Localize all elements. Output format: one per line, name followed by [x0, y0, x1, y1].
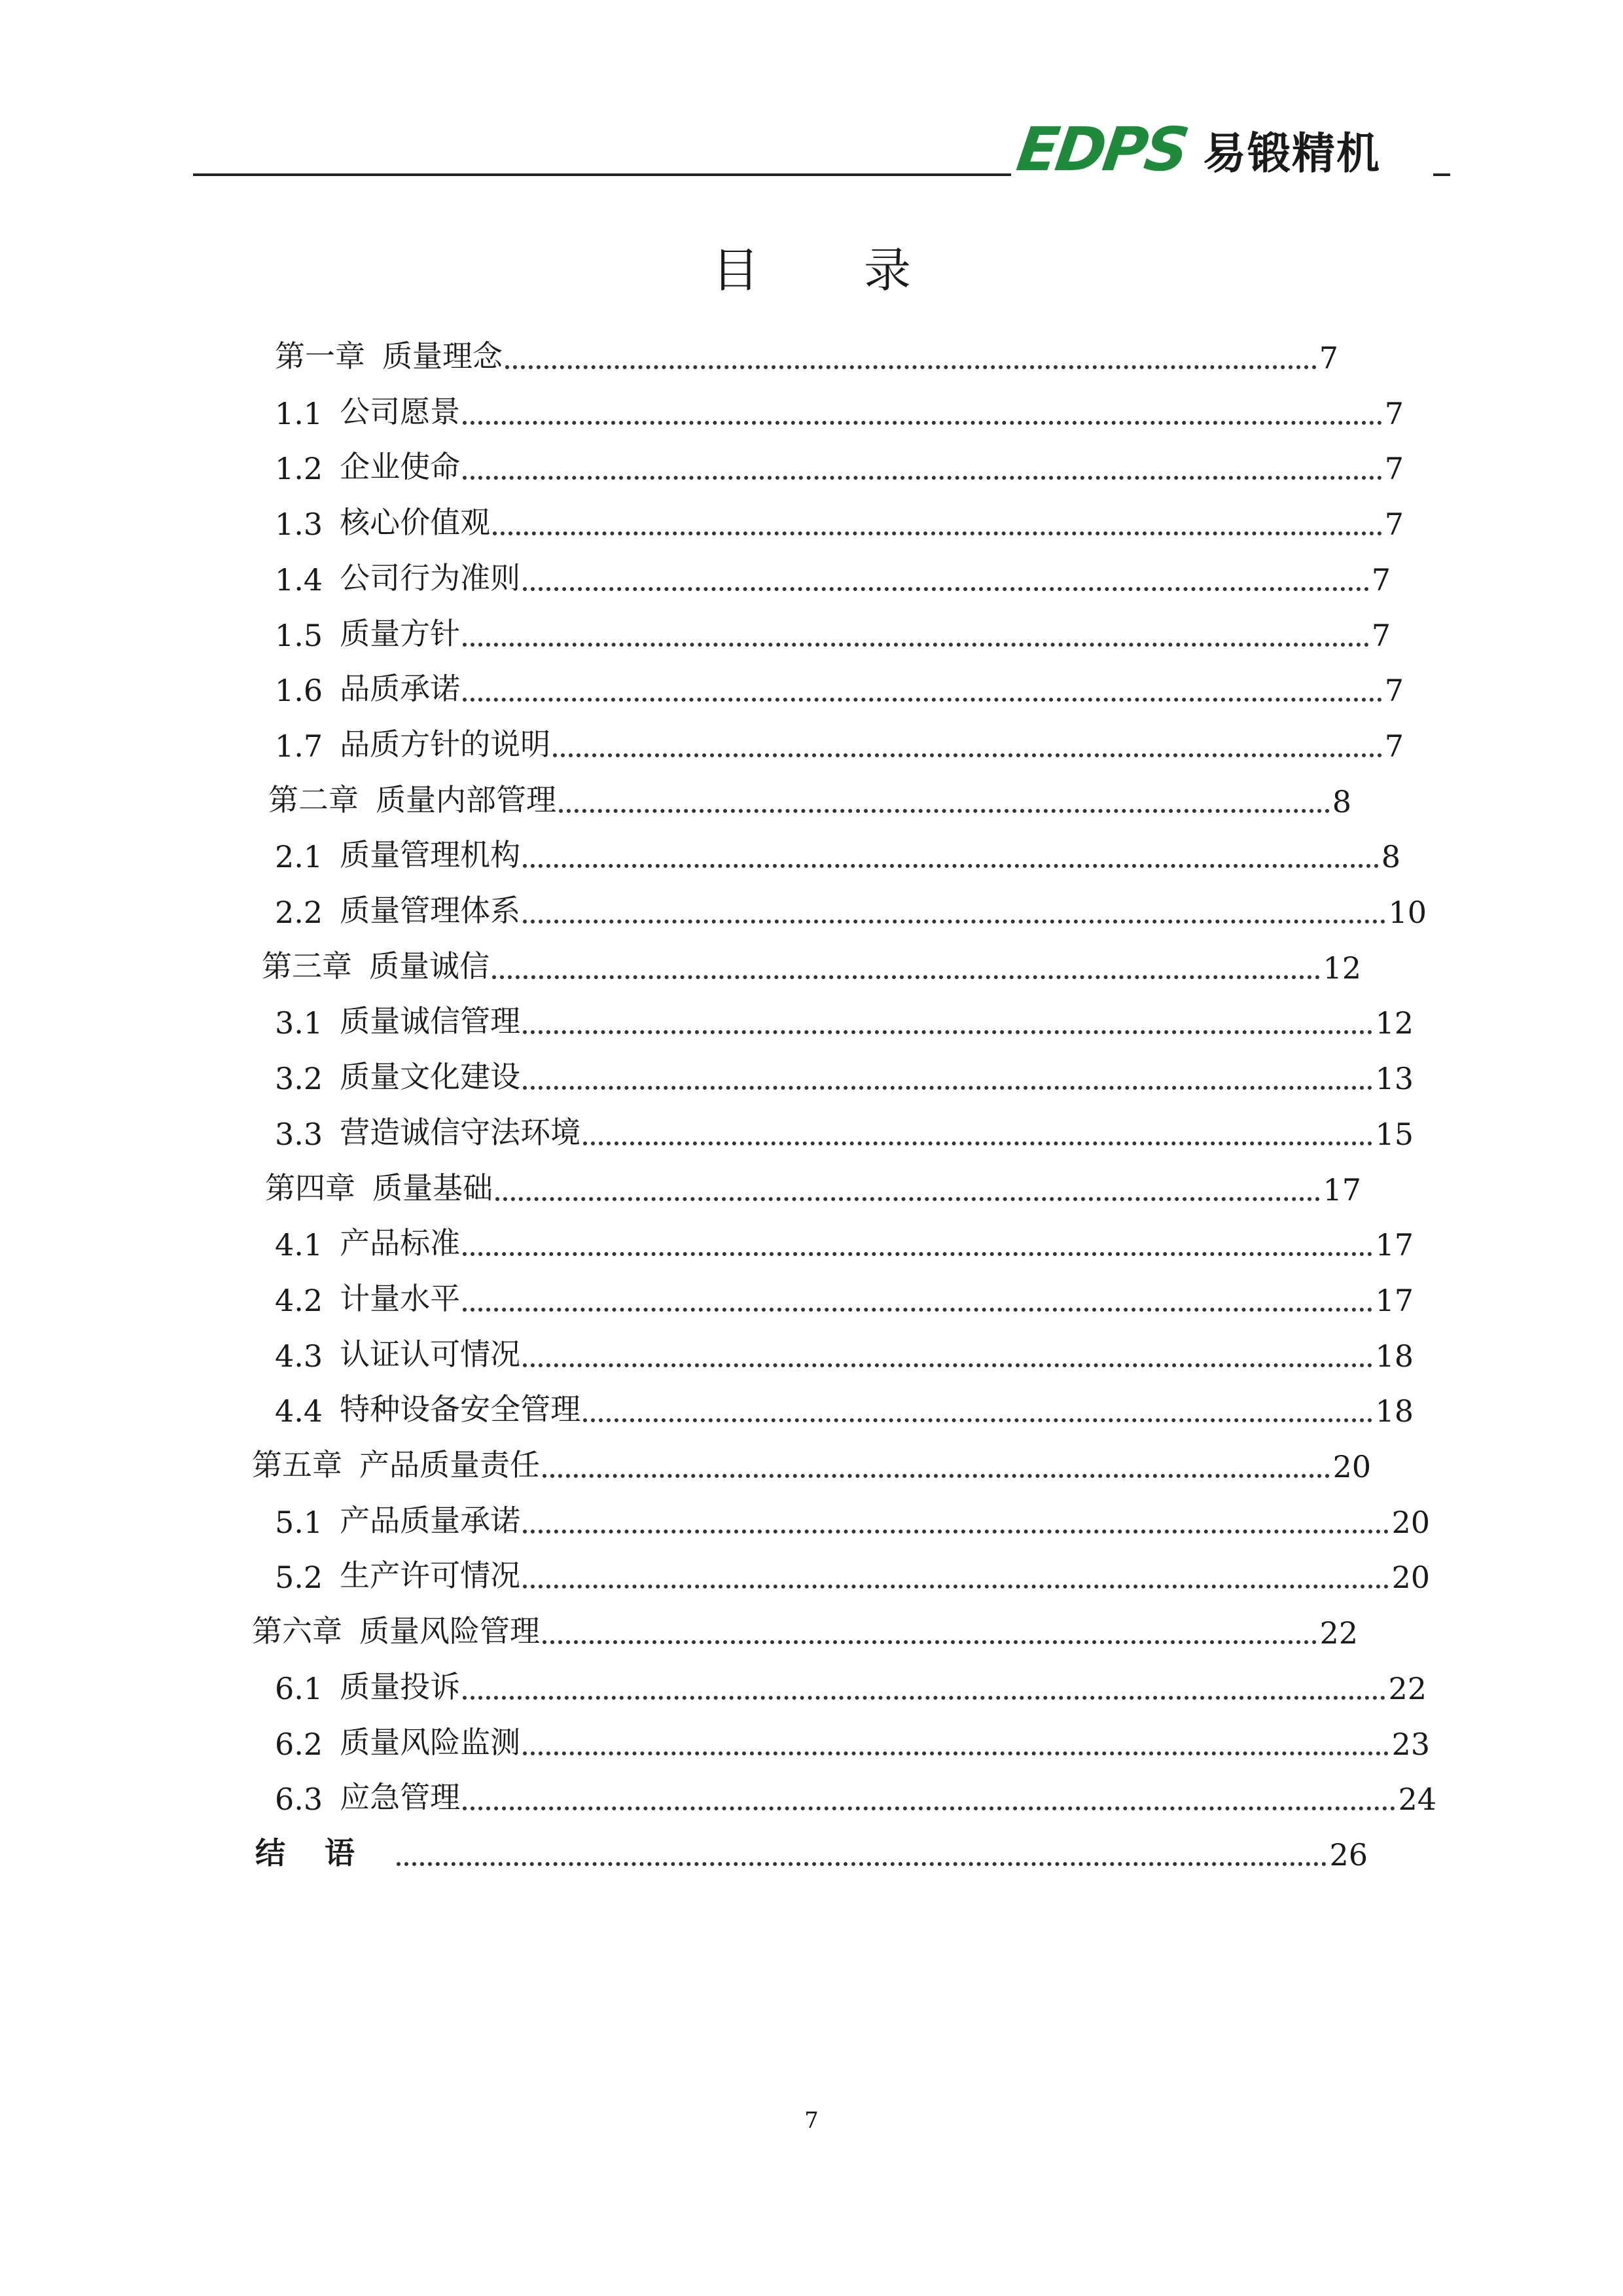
toc-dot-leader: [463, 643, 1369, 647]
toc-dot-leader: [559, 809, 1330, 813]
logo-text: 易锻精机: [1202, 128, 1381, 179]
toc-entry-number: 3.1: [275, 1005, 323, 1041]
toc-entry[interactable]: [275, 1540, 1430, 1595]
toc-entry-page: 26: [1329, 1837, 1368, 1873]
toc-entry-label: 结语: [255, 1835, 394, 1871]
toc-entry-number: 6.3: [275, 1782, 323, 1818]
toc-entry[interactable]: [275, 1707, 1430, 1762]
toc-entry[interactable]: [275, 819, 1400, 874]
toc-entry[interactable]: [275, 1208, 1414, 1263]
toc-entry[interactable]: [275, 1041, 1414, 1096]
toc-dot-leader: [463, 698, 1382, 702]
toc-entry-label: 品质承诺: [340, 671, 461, 707]
toc-entry-page: 22: [1388, 1670, 1427, 1706]
toc-entry[interactable]: [252, 1596, 1358, 1651]
toc-entry-number: 1.4: [275, 562, 323, 598]
toc-entry-label: 质量诚信: [369, 948, 490, 984]
toc-dot-leader: [463, 1308, 1372, 1312]
toc-entry-label: 质量方针: [340, 615, 461, 651]
toc-title: 目录: [711, 243, 1016, 298]
toc-entry-number: 第六章: [252, 1613, 342, 1649]
toc-entry-page: 7: [1384, 451, 1404, 487]
toc-entry-label: 品质方针的说明: [340, 726, 551, 762]
toc-entry[interactable]: [262, 931, 1361, 986]
toc-entry-page: 15: [1375, 1116, 1414, 1152]
toc-dot-leader: [553, 753, 1382, 757]
toc-dot-leader: [397, 1862, 1327, 1866]
logo-mark: EDPS: [1012, 114, 1191, 185]
toc-entry-number: 第三章: [262, 948, 352, 984]
toc-entry[interactable]: [275, 598, 1391, 653]
toc-entry[interactable]: [275, 1374, 1414, 1429]
toc-entry-number: 4.3: [275, 1338, 323, 1374]
toc-entry-label: 质量基础: [372, 1170, 493, 1206]
toc-dot-leader: [523, 1585, 1389, 1588]
toc-dot-leader: [493, 531, 1382, 535]
toc-entry-label: 公司愿景: [340, 393, 461, 429]
toc-entry-label: 质量文化建设: [340, 1059, 521, 1095]
toc-entry[interactable]: [275, 376, 1404, 431]
toc-entry-page: 8: [1332, 783, 1351, 819]
toc-entry[interactable]: [275, 1263, 1414, 1318]
toc-entry-number: 1.6: [275, 673, 323, 709]
toc-entry-number: 3.3: [275, 1116, 323, 1152]
toc-dot-leader: [463, 476, 1382, 480]
toc-dot-leader: [523, 1363, 1372, 1367]
toc-dot-leader: [492, 975, 1320, 979]
toc-entry-page: 7: [1384, 395, 1404, 431]
toc-entry-number: 第四章: [265, 1170, 355, 1206]
toc-entry-label: 计量水平: [340, 1280, 461, 1316]
toc-entry-page: 7: [1319, 340, 1338, 376]
toc-entry[interactable]: [275, 986, 1414, 1041]
toc-entry-label: 质量风险管理: [359, 1613, 540, 1649]
toc-dot-leader: [523, 1751, 1389, 1755]
toc-entry[interactable]: [252, 1429, 1371, 1484]
toc-entry-page: 20: [1391, 1504, 1430, 1540]
toc-entry-page: 7: [1384, 728, 1404, 764]
toc-entry[interactable]: [268, 764, 1351, 819]
toc-entry[interactable]: [275, 1762, 1436, 1817]
toc-entry-number: 1.5: [275, 617, 323, 653]
toc-dot-leader: [523, 587, 1369, 591]
toc-entry-page: 7: [1384, 673, 1404, 709]
toc-entry-page: 10: [1388, 895, 1427, 930]
toc-entry-label: 质量理念: [382, 338, 503, 374]
toc-entry[interactable]: [275, 1319, 1414, 1374]
toc-entry-page: 13: [1375, 1061, 1414, 1097]
toc-entry[interactable]: [275, 1485, 1430, 1540]
toc-entry-number: 2.1: [275, 839, 323, 875]
toc-entry-label: 核心价值观: [340, 505, 491, 541]
toc-dot-leader: [523, 864, 1379, 868]
toc-entry-number: 4.2: [275, 1282, 323, 1318]
toc-entry-page: 12: [1323, 950, 1361, 986]
toc-dot-leader: [523, 1086, 1372, 1090]
toc-entry-label: 产品质量责任: [359, 1447, 540, 1482]
toc-entry-number: 第二章: [268, 781, 359, 817]
toc-entry-page: 7: [1371, 617, 1391, 653]
toc-entry-label: 营造诚信守法环境: [340, 1114, 581, 1150]
toc-entry-page: 8: [1381, 839, 1400, 875]
toc-dot-leader: [463, 1696, 1385, 1700]
toc-entry[interactable]: [275, 1097, 1414, 1152]
toc-entry-label: 产品质量承诺: [340, 1502, 521, 1538]
toc-dot-leader: [463, 1806, 1395, 1810]
toc-entry-number: 6.2: [275, 1726, 323, 1762]
toc-entry-label: 企业使命: [340, 449, 461, 485]
toc-entry-number: 2.2: [275, 895, 323, 930]
toc-entry-page: 24: [1398, 1782, 1436, 1818]
toc-entry-number: 4.1: [275, 1227, 323, 1263]
toc-entry-label: 产品标准: [340, 1225, 461, 1261]
toc-entry-number: 5.2: [275, 1560, 323, 1596]
toc-entry-label: 质量管理体系: [340, 893, 521, 928]
toc-entry[interactable]: [275, 321, 1338, 376]
page-number: 7: [804, 2108, 819, 2134]
toc-entry-number: 6.1: [275, 1670, 323, 1706]
toc-entry-label: 公司行为准则: [340, 560, 521, 596]
toc-dot-leader: [523, 1530, 1389, 1534]
toc-entry-number: 1.3: [275, 507, 323, 543]
toc-entry[interactable]: [275, 1651, 1427, 1706]
toc-entry-page: 23: [1391, 1726, 1430, 1762]
toc-entry[interactable]: [275, 653, 1404, 708]
toc-entry-page: 20: [1332, 1449, 1371, 1484]
toc-entry[interactable]: [265, 1153, 1361, 1208]
toc-entry-label: 质量风险监测: [340, 1724, 521, 1760]
toc-entry-label: 质量管理机构: [340, 837, 521, 873]
toc-entry-label: 质量投诉: [340, 1668, 461, 1704]
toc-entry-number: 第一章: [275, 338, 365, 374]
toc-entry-number: 第五章: [252, 1447, 342, 1482]
toc-entry-page: 17: [1323, 1172, 1361, 1208]
toc-dot-leader: [583, 1418, 1372, 1422]
toc-entry-page: 22: [1319, 1615, 1358, 1651]
toc-dot-leader: [543, 1474, 1330, 1478]
toc-entry[interactable]: [275, 875, 1427, 930]
toc-entry-page: 18: [1375, 1338, 1414, 1374]
toc-entry[interactable]: [275, 709, 1404, 764]
toc-entry[interactable]: [275, 543, 1391, 598]
toc-entry-label: 特种设备安全管理: [340, 1391, 581, 1427]
toc-dot-leader: [583, 1141, 1372, 1145]
toc-entry[interactable]: [275, 487, 1404, 542]
toc-entry-page: 18: [1375, 1393, 1414, 1429]
toc-entry-label: 质量诚信管理: [340, 1003, 521, 1039]
toc-dot-leader: [463, 1252, 1372, 1256]
toc-entry-label: 应急管理: [340, 1780, 461, 1816]
toc-entry-number: 5.1: [275, 1504, 323, 1540]
toc-entry-page: 17: [1375, 1282, 1414, 1318]
toc-entry-number: 1.2: [275, 451, 323, 487]
header-rule: [193, 173, 1011, 176]
toc-dot-leader: [505, 365, 1317, 369]
company-logo: [1012, 114, 1436, 185]
toc-entry-page: 7: [1384, 507, 1404, 543]
toc-entry[interactable]: [255, 1818, 1368, 1873]
toc-dot-leader: [543, 1640, 1317, 1644]
toc-entry-label: 认证认可情况: [340, 1336, 521, 1372]
toc-dot-leader: [523, 920, 1385, 924]
toc-dot-leader: [495, 1197, 1320, 1201]
toc-entry-page: 20: [1391, 1560, 1430, 1596]
toc-dot-leader: [463, 421, 1382, 425]
toc-entry-number: 1.1: [275, 395, 323, 431]
toc-entry-page: 7: [1371, 562, 1391, 598]
toc-entry-page: 12: [1375, 1005, 1414, 1041]
toc-entry-number: 1.7: [275, 728, 323, 764]
toc-entry-label: 生产许可情况: [340, 1558, 521, 1594]
toc-entry-number: 4.4: [275, 1393, 323, 1429]
toc-entry-page: 17: [1375, 1227, 1414, 1263]
toc-entry-label: 质量内部管理: [376, 781, 556, 817]
toc-entry-number: 3.2: [275, 1061, 323, 1097]
toc-dot-leader: [523, 1030, 1372, 1034]
toc-entry[interactable]: [275, 431, 1404, 486]
